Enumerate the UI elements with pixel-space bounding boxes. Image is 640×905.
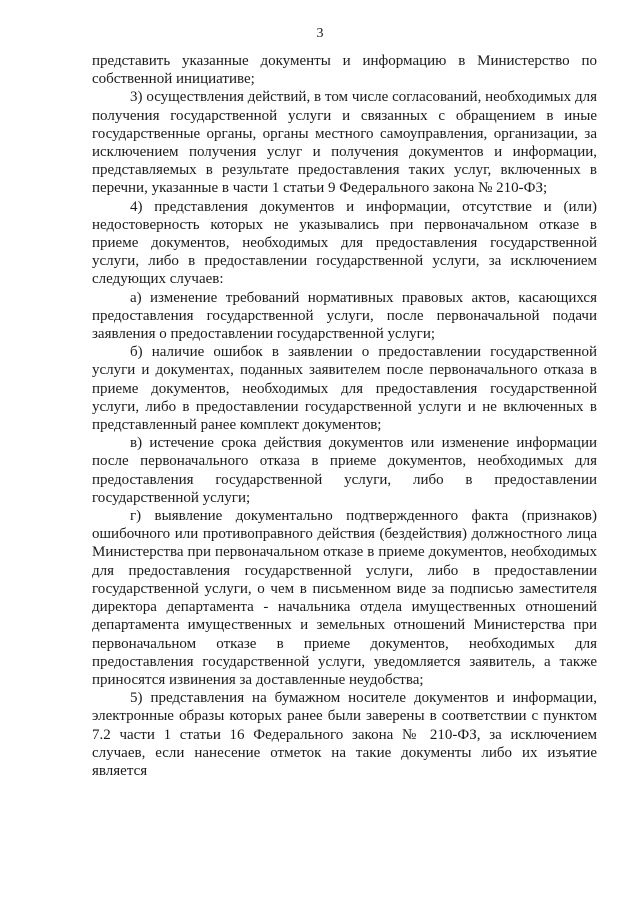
paragraph-item-5: 5) представления на бумажном носителе документов и информации, электронные образы которых ранее были заверены в соответствии с пунктом 7.2 части 1 статьи 16 Федерального закона № 210-ФЗ, за исключением случаев, если нанесение отметок на такие документы либо их изъятие является bbox=[92, 690, 597, 779]
page-number: 3 bbox=[316, 26, 324, 41]
paragraph-subitem-b: б) наличие ошибок в заявлении о предоставлении государственной услуги и документах, поданных заявителем после первоначального отказа в приеме документов, необходимых для предоставления государственной услуги, либо в предоставлении государственной услуги и не включенных в представленный ранее комплект документов; bbox=[92, 344, 597, 434]
paragraph-item-4: 4) представления документов и информации, отсутствие и (или) недостоверность которых не указывались при первоначальном отказе в приеме документов, необходимых для предоставления государственной услуги, либо в предоставлении государственной услуги, за исключением следующих случаев: bbox=[92, 198, 597, 288]
paragraph-continuation: представить указанные документы и информацию в Министерство по собственной инициативе; bbox=[92, 53, 597, 88]
paragraph-subitem-g: г) выявление документально подтвержденного факта (признаков) ошибочного или противоправного действия (бездействия) должностного лица Министерства при первоначальном отказе в приеме документов, необходимых для предоставления государственной услуги, либо в предоставлении государственной услуги, о чем в письменном виде за подписью заместителя директора департамента - начальника отдела имущественных отношений департамента имущественных и земельных отношений Министерства при первоначальном отказе в приеме документов, необходимых для предоставления государственной услуги, уведомляется заявитель, а также приносятся извинения за доставленные неудобства; bbox=[92, 508, 597, 688]
paragraph-subitem-v: в) истечение срока действия документов или изменение информации после первоначального отказа в приеме документов, необходимых для предоставления государственной услуги, либо в предоставлении государственной услуги; bbox=[92, 435, 597, 506]
paragraph-subitem-a: а) изменение требований нормативных правовых актов, касающихся предоставления государственной услуги, после первоначальной подачи заявления о предоставлении государственной услуги; bbox=[92, 289, 597, 343]
document-body bbox=[92, 52, 597, 780]
paragraph-item-3: 3) осуществления действий, в том числе согласований, необходимых для получения государственной услуги и связанных с обращением в иные государственные органы, органы местного самоуправления, организации, за исключением получения услуг и получения документов и информации, представляемых в результате предоставления таких услуг, включенных в перечни, указанные в части 1 статьи 9 Федерального закона № 210-ФЗ; bbox=[92, 89, 597, 197]
